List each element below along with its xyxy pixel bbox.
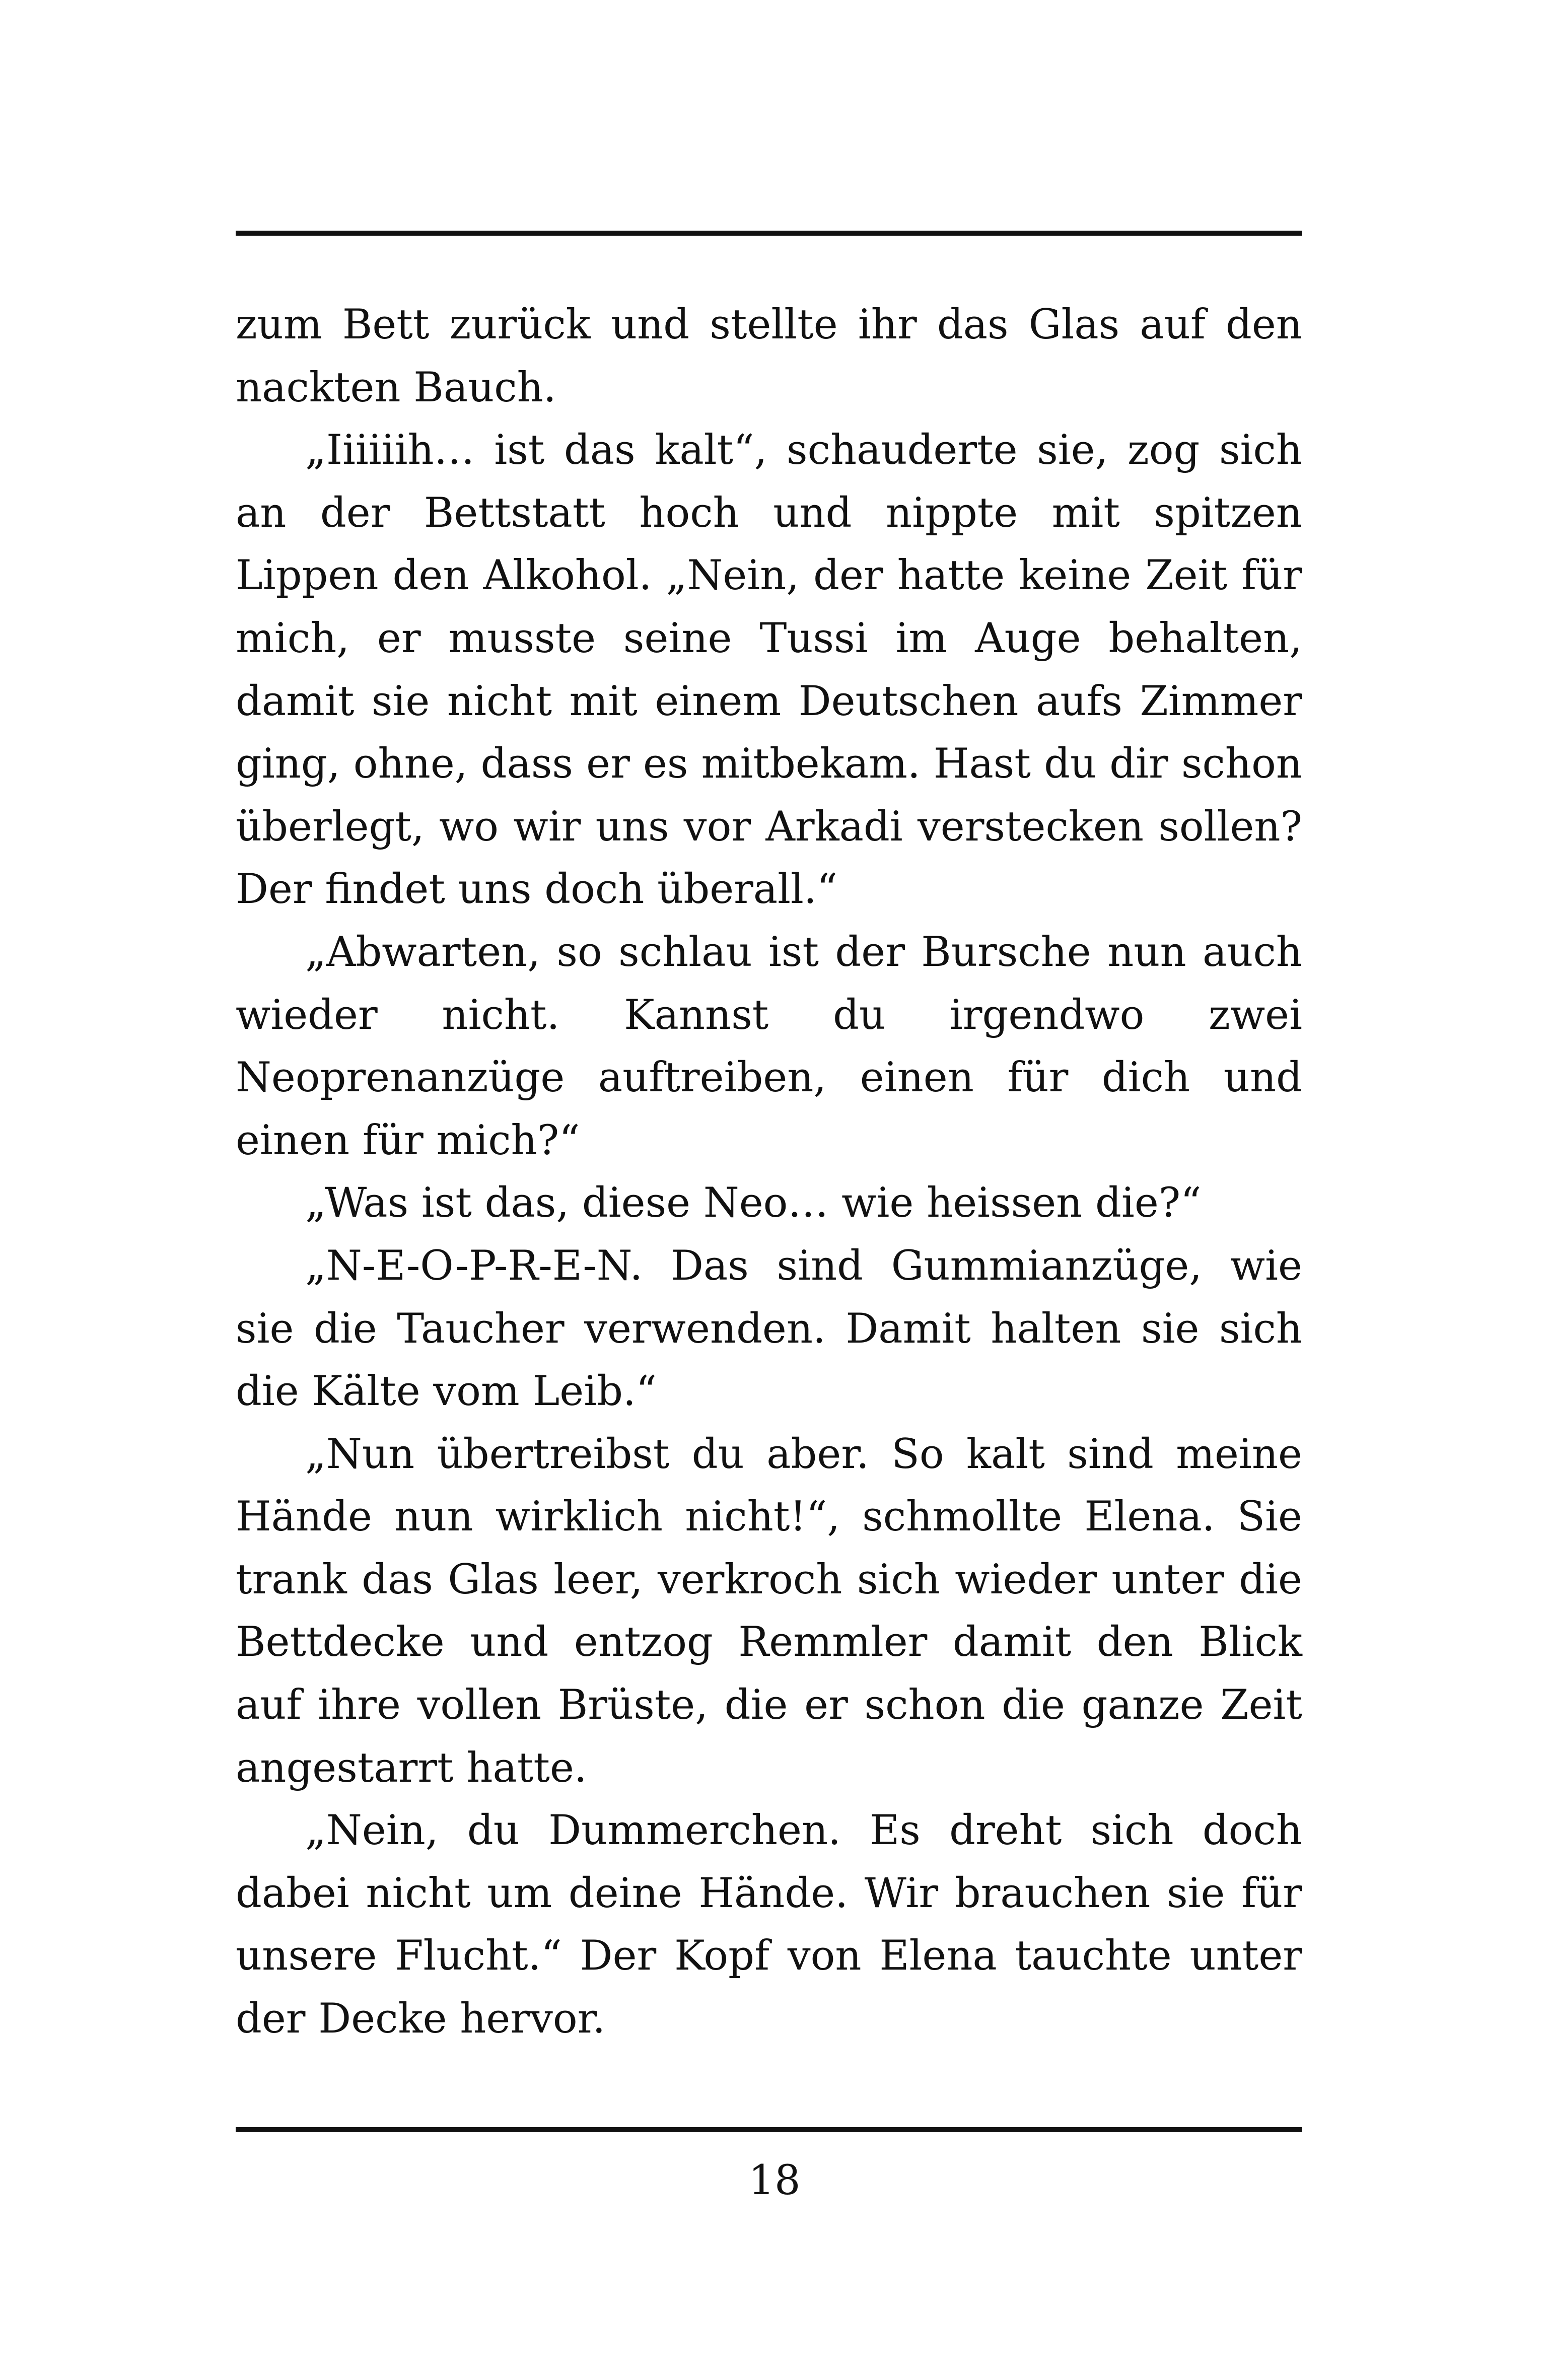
header-rule	[236, 231, 1302, 236]
paragraph-7: „Nein, du Dummerchen. Es dreht sich doch dabei nicht um deine Hände. Wir brauchen sie für unsere Flucht.“ Der Kopf von Elena tauchte unter der Decke hervor.	[236, 1807, 1302, 2043]
body-text	[236, 294, 1302, 2051]
page-number: 18	[748, 2157, 801, 2204]
paragraph-1: zum Bett zurück und stellte ihr das Glas auf den nackten Bauch.	[236, 301, 1302, 411]
paragraph-3: „Abwarten, so schlau ist der Bursche nun auch wieder nicht. Kannst du irgendwo zwei Neoprenanzüge auftreiben, einen für dich und einen für mich?“	[236, 928, 1302, 1164]
paragraph-4: „Was ist das, diese Neo… wie heissen die?“	[305, 1179, 1202, 1227]
footer-rule	[236, 2127, 1302, 2132]
paragraph-2: „Iiiiiih… ist das kalt“, schauderte sie, zog sich an der Bettstatt hoch und nippte mit spitzen Lippen den Alkohol. „Nein, der hatte keine Zeit für mich, er musste seine Tussi im Auge behalten, damit sie nicht mit einem Deutschen aufs Zimmer ging, ohne, dass er es mitbekam. Hast du dir schon überlegt, wo wir uns vor Arkadi verstecken sollen? Der findet uns doch überall.“	[236, 427, 1302, 914]
paragraph-5: „N-E-O-P-R-E-N. Das sind Gummianzüge, wie sie die Taucher verwenden. Damit halten sie sich die Kälte vom Leib.“	[236, 1242, 1302, 1416]
paragraph-6: „Nun übertreibst du aber. So kalt sind meine Hände nun wirklich nicht!“, schmollte Elena. Sie trank das Glas leer, verkroch sich wieder unter die Bettdecke und entzog Remmler damit den Blick auf ihre vollen Brüste, die er schon die ganze Zeit angestarrt hatte.	[236, 1430, 1302, 1792]
